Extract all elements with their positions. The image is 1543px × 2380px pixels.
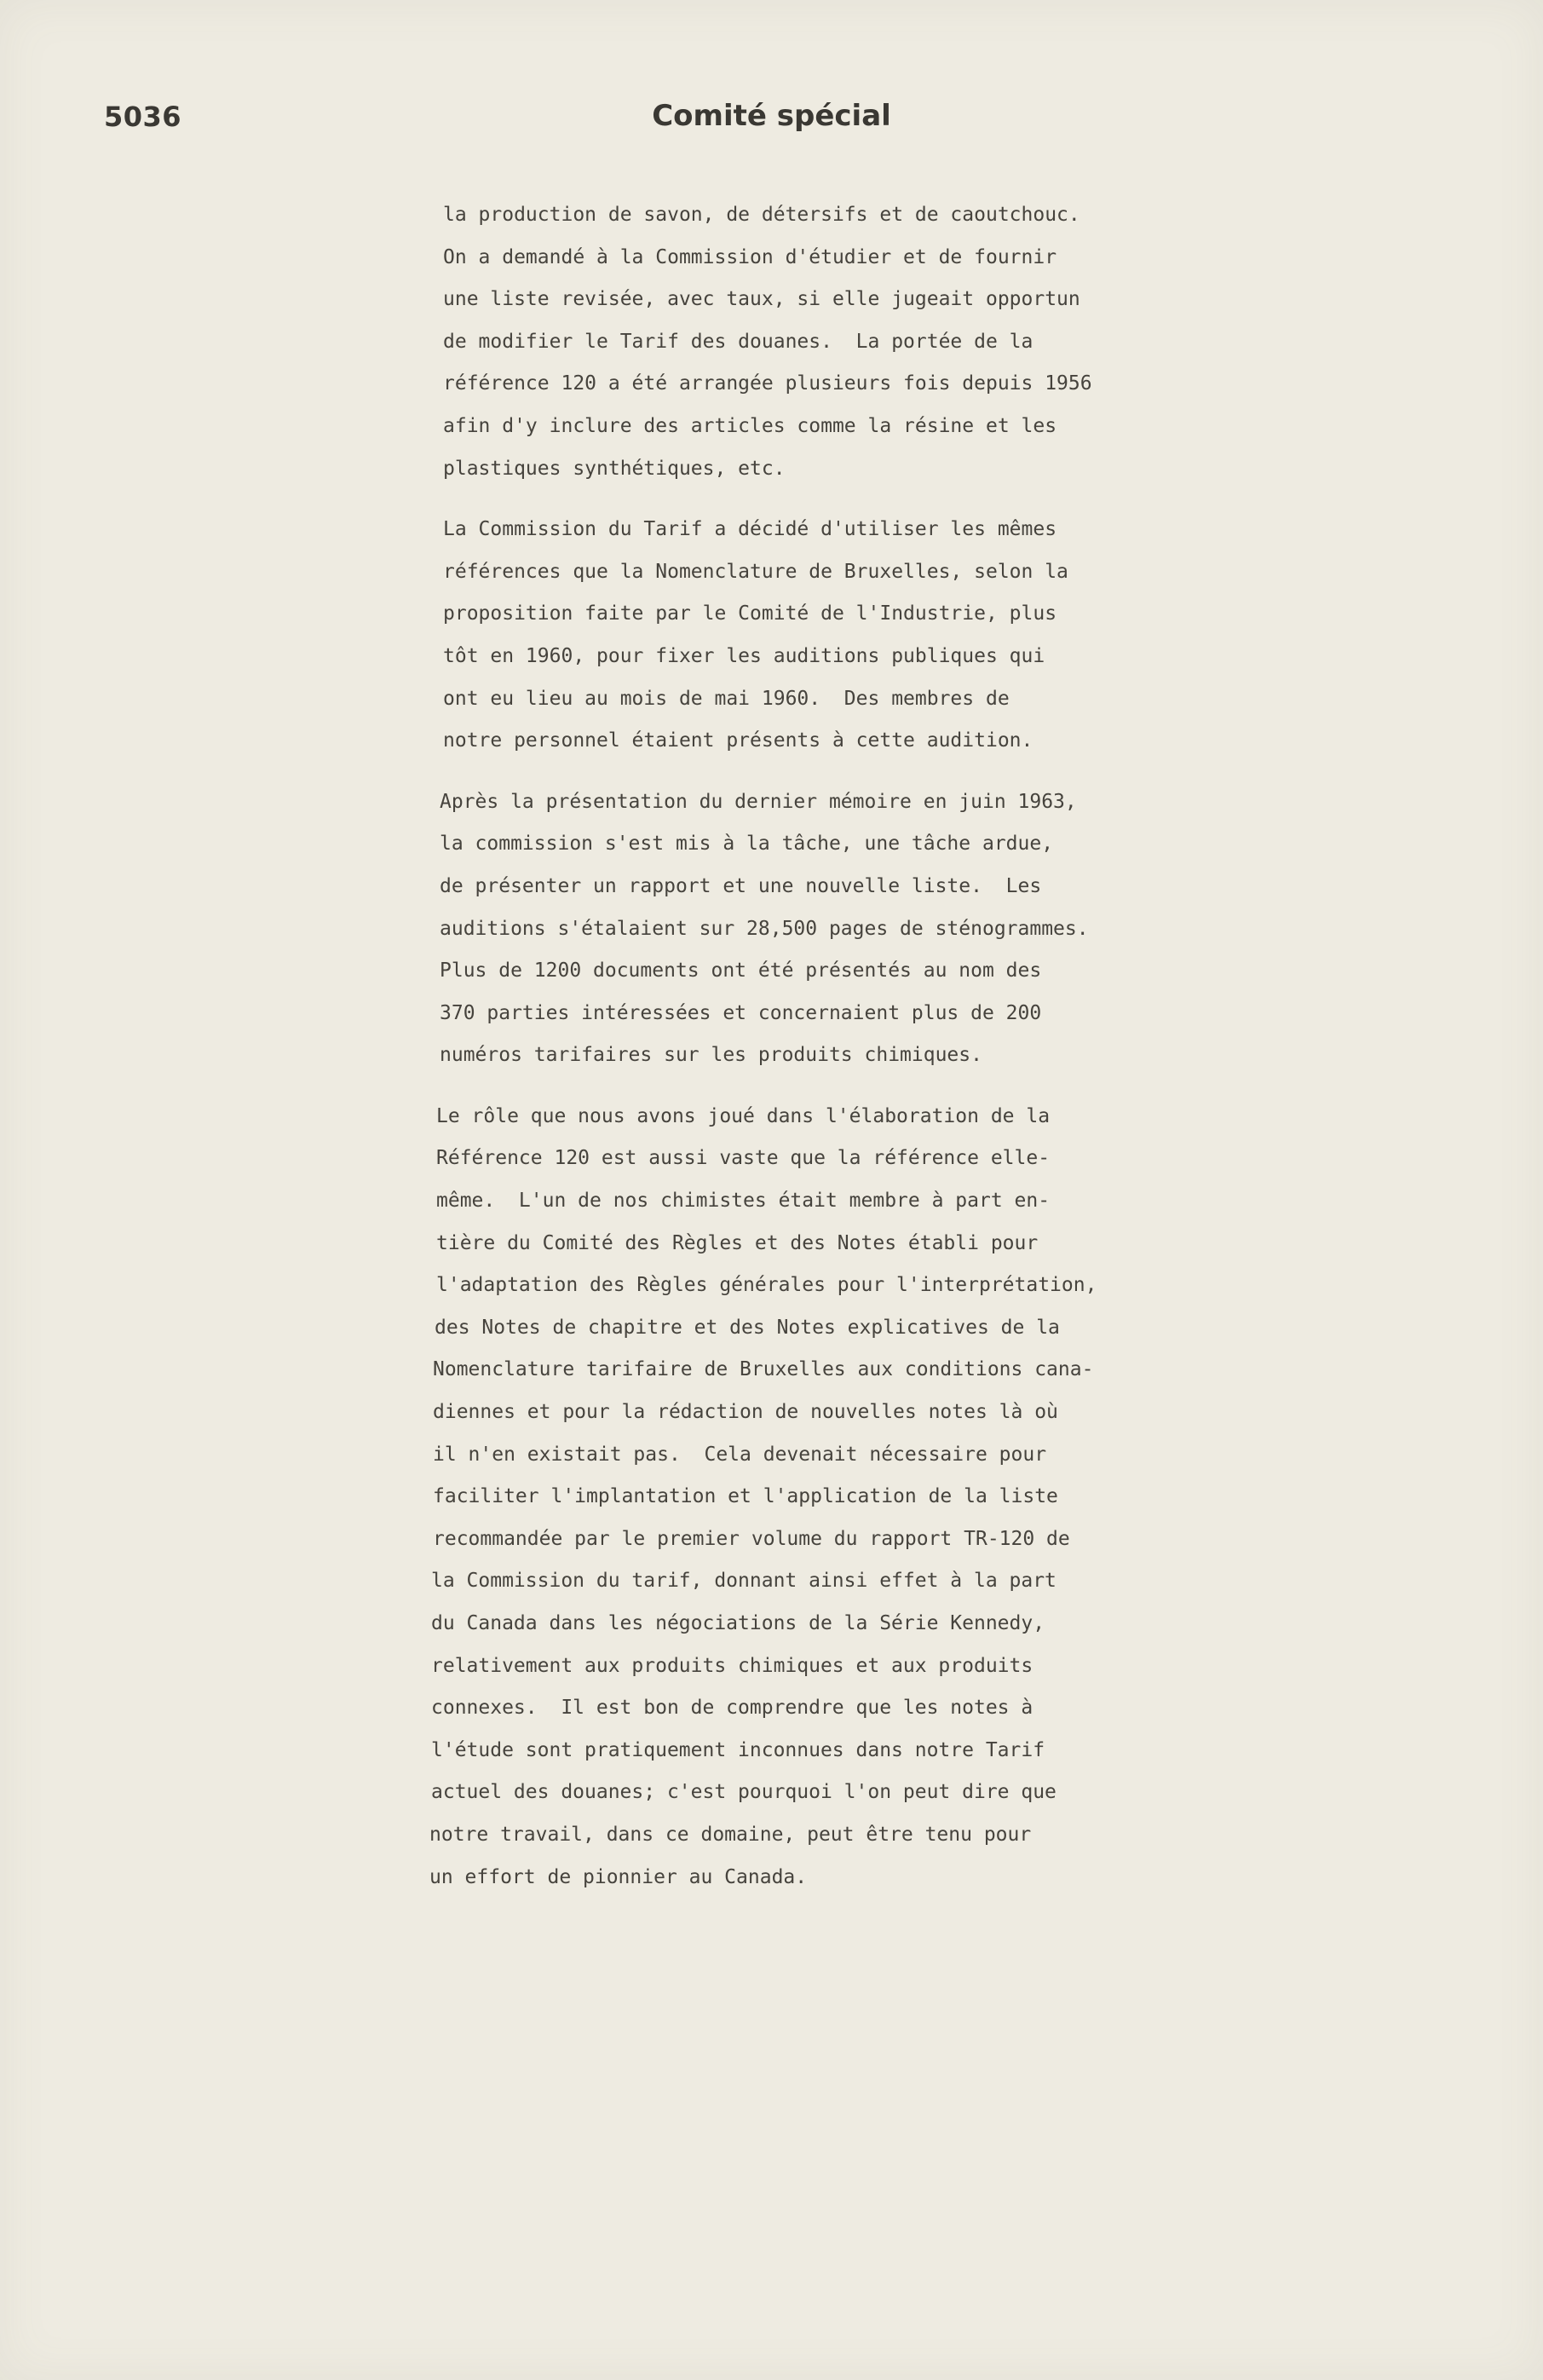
text-line: notre personnel étaient présents à cette audition. [443, 729, 1033, 752]
text-line: même. L'un de nos chimistes était membre à part en- [436, 1190, 1051, 1213]
text-line: recommandée par le premier volume du rapport TR-120 de [433, 1527, 1070, 1550]
text-line: actuel des douanes; c'est pourquoi l'on peut dire que [431, 1781, 1056, 1804]
text-line: la Commission du tarif, donnant ainsi effet à la part [431, 1570, 1056, 1593]
text-line: faciliter l'implantation et l'application de la liste [433, 1485, 1058, 1508]
text-line: numéros tarifaires sur les produits chimiques. [440, 1044, 982, 1067]
running-title: Comité spécial [652, 99, 891, 133]
text-line: du Canada dans les négociations de la Série Kennedy, [431, 1612, 1045, 1634]
text-line: ont eu lieu au mois de mai 1960. Des membres de [443, 687, 1010, 710]
text-line: connexes. Il est bon de comprendre que les notes à [431, 1697, 1033, 1720]
text-line: plastiques synthétiques, etc. [443, 457, 786, 480]
text-line: Nomenclature tarifaire de Bruxelles aux conditions cana- [433, 1358, 1094, 1381]
text-line: Plus de 1200 documents ont été présentés au nom des [440, 959, 1042, 983]
body-text [429, 194, 1210, 1917]
text-line: afin d'y inclure des articles comme la résine et les [443, 414, 1057, 437]
paragraph [443, 194, 1210, 490]
text-line: On a demandé à la Commission d'étudier et de fournir [443, 245, 1057, 268]
text-line: tôt en 1960, pour fixer les auditions publiques qui [443, 644, 1045, 667]
text-line: la production de savon, de détersifs et de caoutchouc. [443, 204, 1080, 226]
text-line: de modifier le Tarif des douanes. La portée de la [443, 330, 1033, 353]
paragraph [443, 509, 1210, 763]
text-line: la commission s'est mis à la tâche, une tâche ardue, [440, 833, 1054, 856]
text-line: diennes et pour la rédaction de nouvelles notes là où [433, 1401, 1058, 1424]
text-line: référence 120 a été arrangée plusieurs fois depuis 1956 [443, 372, 1092, 395]
text-line: relativement aux produits chimiques et aux produits [431, 1654, 1033, 1677]
text-line: tière du Comité des Règles et des Notes établi pour [436, 1231, 1039, 1254]
paragraph [440, 781, 1210, 1077]
text-line: références que la Nomenclature de Bruxelles, selon la [443, 560, 1068, 583]
text-line: un effort de pionnier au Canada. [429, 1865, 808, 1888]
text-line: l'adaptation des Règles générales pour l'interprétation, [436, 1274, 1097, 1297]
text-line: une liste revisée, avec taux, si elle jugeait opportun [443, 288, 1080, 311]
text-line: auditions s'étalaient sur 28,500 pages de sténogrammes. [440, 917, 1089, 940]
text-line: l'étude sont pratiquement inconnues dans notre Tarif [431, 1738, 1045, 1761]
text-line: notre travail, dans ce domaine, peut être tenu pour [429, 1823, 1032, 1846]
paragraph [429, 1096, 1210, 1899]
text-line: La Commission du Tarif a décidé d'utiliser les mêmes [443, 518, 1057, 541]
text-line: 370 parties intéressées et concernaient plus de 200 [440, 1001, 1042, 1024]
text-line: Le rôle que nous avons joué dans l'élaboration de la [436, 1104, 1051, 1127]
text-line: Référence 120 est aussi vaste que la référence elle- [436, 1147, 1051, 1170]
page-number: 5036 [104, 101, 182, 133]
text-line: il n'en existait pas. Cela devenait nécessaire pour [433, 1443, 1047, 1466]
text-line: Après la présentation du dernier mémoire en juin 1963, [440, 790, 1077, 813]
text-line: de présenter un rapport et une nouvelle liste. Les [440, 874, 1042, 897]
text-line: des Notes de chapitre et des Notes explicatives de la [435, 1316, 1060, 1339]
text-line: proposition faite par le Comité de l'Industrie, plus [443, 602, 1057, 625]
